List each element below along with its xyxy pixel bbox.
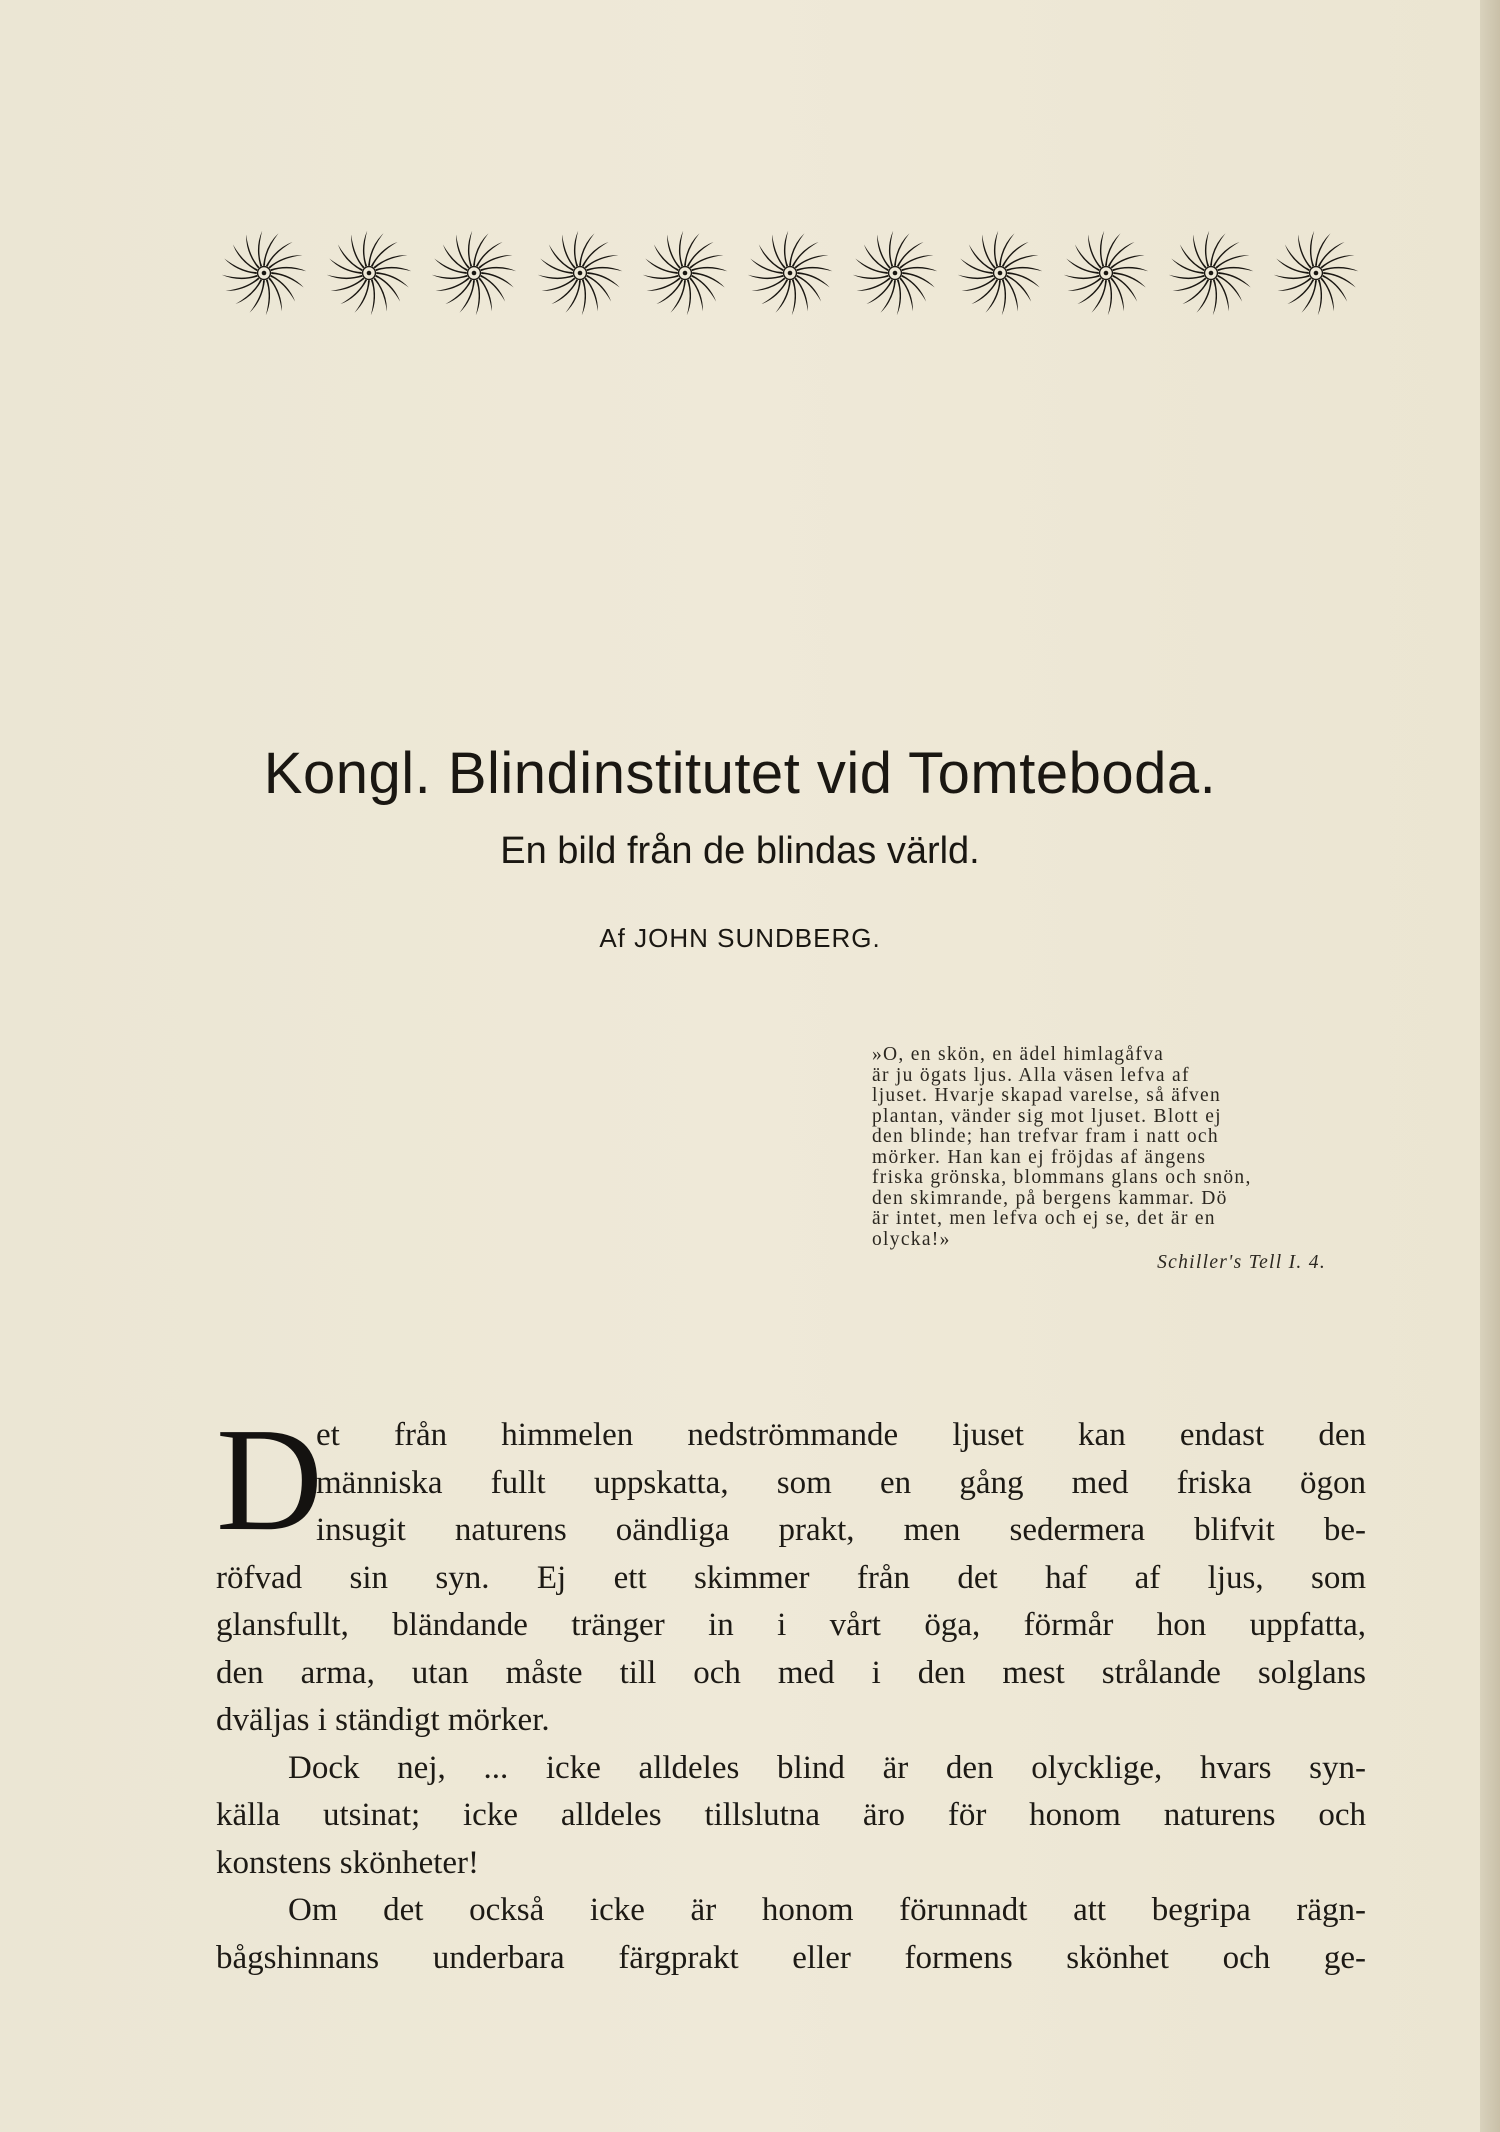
article-title: Kongl. Blindinstitutet vid Tomteboda. [263, 741, 1217, 806]
epigraph-source: Schiller's Tell I. 4. [1157, 1252, 1326, 1273]
author-byline: Af JOHN SUNDBERG. [599, 923, 881, 953]
body-line: konstens skönheter! [216, 1844, 480, 1881]
body-line: röfvad sin syn. Ej ett skimmer från det haf af ljus, som [216, 1559, 1366, 1596]
epigraph-line: mörker. Han kan ej fröjdas af ängens [872, 1146, 1207, 1168]
sunburst-ornament-icon [534, 223, 626, 323]
epigraph-line: »O, en skön, en ädel himlagåfva [872, 1044, 1165, 1065]
sunburst-ornament-icon [218, 223, 310, 323]
body-line: glansfullt, bländande tränger in i vårt öga, förmår hon uppfatta, [216, 1607, 1366, 1643]
body-line: människa fullt uppskatta, som en gång med friska ögon [316, 1464, 1366, 1501]
body-line: bågshinnans underbara färgprakt eller formens skönhet och ge- [216, 1939, 1366, 1976]
body-line: Om det också icke är honom förunnadt att begripa rägn- [288, 1892, 1366, 1928]
article-body [216, 1398, 1366, 1982]
sunburst-ornament-icon [1165, 223, 1257, 323]
body-line: et från himmelen nedströmmande ljuset kan endast den [316, 1417, 1366, 1453]
sunburst-ornament-icon [428, 223, 520, 323]
sunburst-ornament-icon [1270, 223, 1362, 323]
epigraph-line: friska grönska, blommans glans och snön, [872, 1167, 1252, 1188]
epigraph-line: är intet, men lefva och ej se, det är en [872, 1208, 1216, 1229]
epigraph-line: den blinde; han trefvar fram i natt och [872, 1126, 1219, 1147]
epigraph-line: den skimrande, på bergens kammar. Dö [872, 1187, 1228, 1209]
sunburst-ornament-icon [1060, 223, 1152, 323]
ornament-band [218, 218, 1362, 328]
body-line: den arma, utan måste till och med i den mest strålande solglans [216, 1654, 1366, 1691]
body-line: dväljas i ständigt mörker. [216, 1702, 550, 1738]
epigraph-line: är ju ögats ljus. Alla väsen lefva af [872, 1064, 1190, 1086]
sunburst-ornament-icon [849, 223, 941, 323]
epigraph-line: plantan, vänder sig mot ljuset. Blott ej [872, 1105, 1222, 1127]
epigraph [872, 1045, 1360, 1274]
body-line: Dock nej, ... icke alldeles blind är den olycklige, hvars syn- [288, 1749, 1366, 1786]
page-edge [1480, 0, 1500, 2132]
drop-cap: D [216, 1398, 323, 1562]
epigraph-line: ljuset. Hvarje skapad varelse, så äfven [872, 1085, 1222, 1106]
epigraph-line: olycka!» [872, 1228, 951, 1250]
article-subtitle: En bild från de blindas värld. [500, 830, 980, 872]
sunburst-ornament-icon [323, 223, 415, 323]
sunburst-ornament-icon [744, 223, 836, 323]
sunburst-ornament-icon [639, 223, 731, 323]
body-line: insugit naturens oändliga prakt, men sedermera blifvit be- [316, 1512, 1366, 1548]
sunburst-ornament-icon [954, 223, 1046, 323]
body-line: källa utsinat; icke alldeles tillslutna äro för honom naturens och [216, 1797, 1366, 1833]
